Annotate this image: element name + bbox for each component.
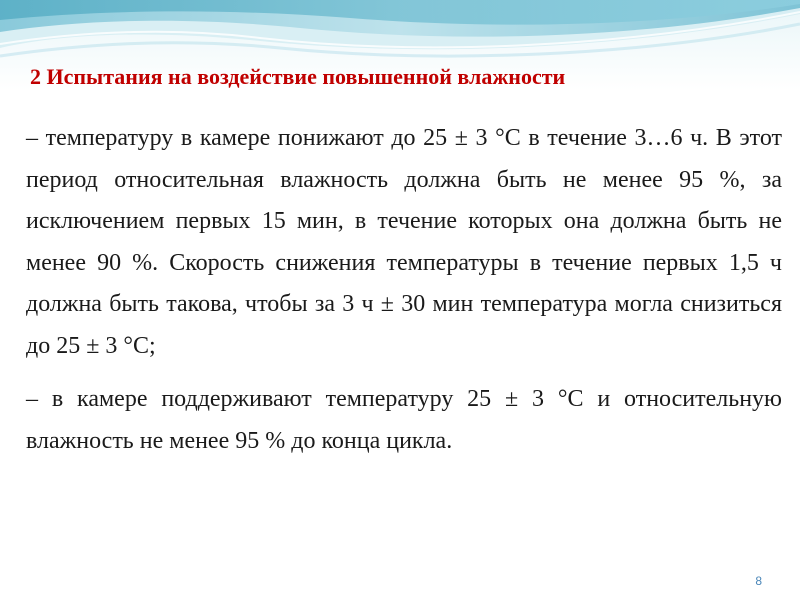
- body-paragraph-1: – температуру в камере понижают до 25 ± 3 °С в течение 3…6 ч. В этот период относительная влажность должна быть не менее 95 %, за исключением первых 15 мин, в течение которых она должна быть не менее 90 %. Скорость снижения температуры в течение первых 1,5 ч должна быть такова, чтобы за 3 ч ± 30 мин температура могла снизиться до 25 ± 3 °С;: [26, 125, 782, 359]
- page-number: 8: [755, 574, 762, 588]
- body-paragraph-2: – в камере поддерживают температуру 25 ± 3 °С и относительную влажность не менее 95 % до конца цикла.: [26, 386, 782, 454]
- slide-body: [26, 118, 782, 462]
- slide-title: 2 Испытания на воздействие повышенной влажности: [30, 64, 566, 89]
